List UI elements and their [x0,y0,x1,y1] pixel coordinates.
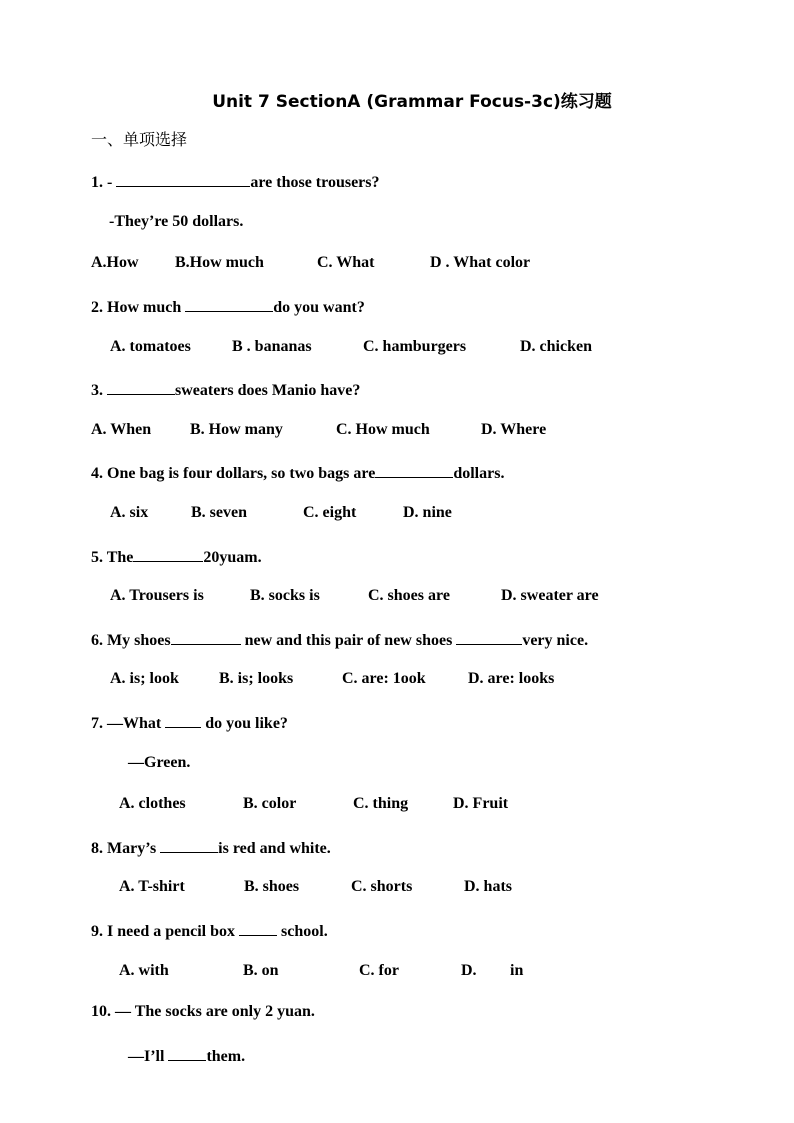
option-b[interactable]: B. color [243,795,297,812]
option-b[interactable]: B. is; looks [219,670,294,687]
question-text: —I’ll [128,1048,165,1065]
question-10-reply [128,1044,245,1067]
option-a[interactable]: A. tomatoes [110,338,191,355]
question-7-reply: —Green. [128,754,191,771]
question-text: 9. I need a pencil box [91,923,236,940]
option-a[interactable]: A. T-shirt [119,878,185,895]
option-a[interactable]: A. is; look [110,670,179,687]
answer-blank[interactable] [456,628,522,645]
question-text: school. [281,923,328,940]
question-6 [91,628,588,651]
question-3 [91,378,360,401]
option-a[interactable]: A. When [91,421,152,438]
option-d[interactable]: D. chicken [520,338,592,355]
answer-blank[interactable] [375,461,453,478]
answer-blank[interactable] [171,628,241,645]
answer-blank[interactable] [133,545,203,562]
option-c[interactable]: C. shoes are [368,587,450,604]
question-text: is red and white. [218,840,331,857]
answer-blank[interactable] [165,711,201,728]
question-5 [91,545,262,568]
question-8 [91,836,331,859]
option-c[interactable]: C. eight [303,504,357,521]
option-c[interactable]: C. hamburgers [363,338,467,355]
option-b[interactable]: B. on [243,962,279,979]
question-text: sweaters does Manio have? [175,382,361,399]
option-d[interactable]: D . What color [430,254,531,271]
answer-blank[interactable] [185,295,273,312]
question-text: 6. My shoes [91,632,171,649]
question-9 [91,919,328,942]
question-text: new and this pair of new shoes [244,632,453,649]
page-title: Unit 7 SectionA (Grammar Focus-3c)练习题 [212,92,612,112]
question-text: 2. How much [91,299,182,316]
question-text: 7. —What [91,715,162,732]
question-text: 5. The [91,549,134,566]
option-a[interactable]: A. clothes [119,795,186,812]
question-2 [91,295,365,318]
answer-blank[interactable] [116,170,250,187]
question-text: are those trousers? [250,174,380,191]
option-b[interactable]: B . bananas [232,338,312,355]
option-b[interactable]: B. seven [191,504,247,521]
option-a[interactable]: A. six [110,504,149,521]
question-1-reply: -They’re 50 dollars. [109,213,244,230]
question-text: very nice. [522,632,589,649]
question-1 [91,170,380,193]
answer-blank[interactable] [160,836,218,853]
option-d[interactable]: D. are: looks [468,670,555,687]
question-text: 4. One bag is four dollars, so two bags are [91,465,376,482]
question-10: 10. — The socks are only 2 yuan. [91,1003,315,1020]
option-b[interactable]: B. socks is [250,587,320,604]
option-c[interactable]: C. What [317,254,375,271]
question-text: dollars. [453,465,505,482]
question-4 [91,461,504,484]
option-d[interactable]: D. Fruit [453,795,509,812]
option-c[interactable]: C. shorts [351,878,413,895]
question-number: 1. - [91,174,113,191]
option-d[interactable]: D. Where [481,421,547,438]
option-d[interactable]: D. sweater are [501,587,599,604]
option-d[interactable]: D. hats [464,878,513,895]
question-number: 3. [91,382,103,399]
question-text: 20yuam. [203,549,262,566]
question-text: do you like? [205,715,288,732]
section-heading: 一、单项选择 [91,130,188,149]
option-d[interactable]: D. [461,962,477,979]
question-text: do you want? [273,299,365,316]
question-7 [91,711,288,734]
option-a[interactable]: A. Trousers is [110,587,204,604]
option-b[interactable]: B.How much [175,254,264,271]
option-d[interactable]: D. nine [403,504,452,521]
answer-blank[interactable] [239,919,277,936]
option-a[interactable]: A.How [91,254,139,271]
option-c[interactable]: C. How much [336,421,430,438]
option-c[interactable]: C. are: 1ook [342,670,426,687]
option-d-text[interactable]: in [510,962,524,979]
option-b[interactable]: B. shoes [244,878,300,895]
question-text: 8. Mary’s [91,840,157,857]
answer-blank[interactable] [168,1044,206,1061]
option-c[interactable]: C. thing [353,795,409,812]
option-b[interactable]: B. How many [190,421,283,438]
answer-blank[interactable] [107,378,175,395]
option-c[interactable]: C. for [359,962,399,979]
option-a[interactable]: A. with [119,962,169,979]
question-text: them. [206,1048,246,1065]
